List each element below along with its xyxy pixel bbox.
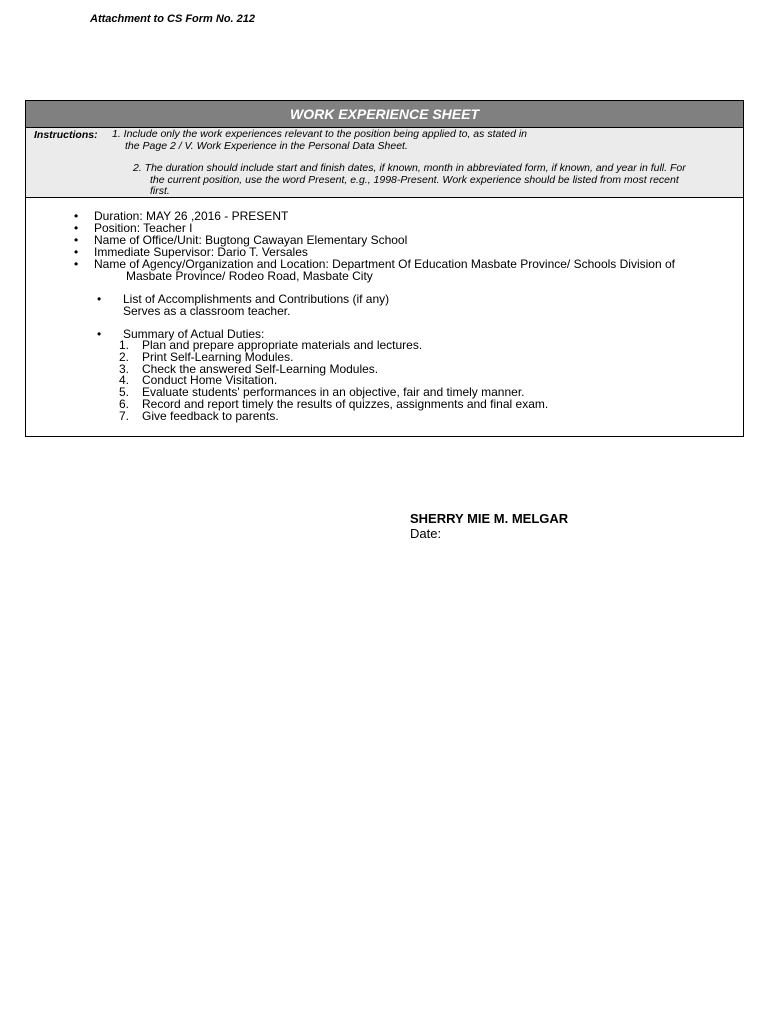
- bullet-icon: •: [97, 327, 102, 341]
- duty-number: 6.: [119, 396, 130, 411]
- date-label: Date:: [410, 526, 442, 541]
- duration-item: • Duration: MAY 26 ,2016 - PRESENT: [71, 210, 721, 222]
- duty-number: 2.: [119, 349, 130, 364]
- sheet-title: WORK EXPERIENCE SHEET: [26, 101, 743, 128]
- duties-section: [97, 328, 697, 423]
- duty-text: Plan and prepare appropriate materials and lectures.: [142, 338, 423, 352]
- instruction-2-line-3: first.: [150, 185, 170, 197]
- bullet-icon: •: [97, 292, 102, 306]
- instruction-item-2: [133, 163, 736, 198]
- supervisor-item: • Immediate Supervisor: Dario T. Versales: [71, 246, 721, 258]
- office-item: • Name of Office/Unit: Bugtong Cawayan Elementary School: [71, 234, 721, 246]
- duty-item: [97, 408, 697, 423]
- accomplishments-text: Serves as a classroom teacher.: [123, 304, 291, 318]
- duty-number: 5.: [119, 385, 130, 400]
- duty-text: Check the answered Self-Learning Modules.: [142, 361, 379, 376]
- signatory-name: SHERRY MIE M. MELGAR: [410, 511, 569, 526]
- instructions-label: Instructions:: [34, 129, 98, 141]
- duty-number: 3.: [119, 361, 130, 376]
- duty-text: Evaluate students' performances in an objective, fair and timely manner.: [142, 385, 525, 400]
- instruction-item-1: [112, 129, 592, 152]
- instruction-2-line-1: 2. The duration should include start and finish dates, if known, month in abbreviated form, if known, and year in full. For: [133, 162, 686, 174]
- instruction-1-line-2: the Page 2 / V. Work Experience in the Personal Data Sheet.: [125, 139, 408, 152]
- duties-list: [97, 340, 697, 423]
- duty-text: Print Self-Learning Modules.: [142, 349, 294, 364]
- position-item: • Position: Teacher I: [71, 222, 721, 234]
- instructions-box: [26, 128, 743, 198]
- agency-line-1: Name of Agency/Organization and Location: Department Of Education Masbate Province/ Schools Division of: [94, 257, 675, 271]
- agency-line-2: Masbate Province/ Rodeo Road, Masbate City: [126, 269, 373, 283]
- duty-text: Record and report timely the results of quizzes, assignments and final exam.: [142, 396, 549, 411]
- duties-heading: Summary of Actual Duties:: [123, 327, 265, 341]
- duty-text: Give feedback to parents.: [142, 408, 279, 423]
- experience-bullet-list: [71, 210, 721, 282]
- agency-item: [71, 258, 721, 282]
- attachment-label: Attachment to CS Form No. 212: [90, 13, 256, 25]
- instruction-1-line-1: 1. Include only the work experiences relevant to the position being applied to, as stated in: [112, 128, 528, 140]
- work-experience-sheet: [25, 100, 744, 437]
- accomplishments-section: [97, 293, 697, 317]
- duty-number: 7.: [119, 408, 130, 423]
- duty-number: 1.: [119, 338, 130, 352]
- accomplishments-heading: List of Accomplishments and Contributions (if any): [123, 292, 390, 306]
- instruction-2-line-2: the current position, use the word Present, e.g., 1998-Present. Work experience should be listed from most recent: [150, 173, 679, 186]
- duty-number: 4.: [119, 373, 130, 388]
- duty-text: Conduct Home Visitation.: [142, 373, 278, 388]
- experience-details: [26, 198, 743, 436]
